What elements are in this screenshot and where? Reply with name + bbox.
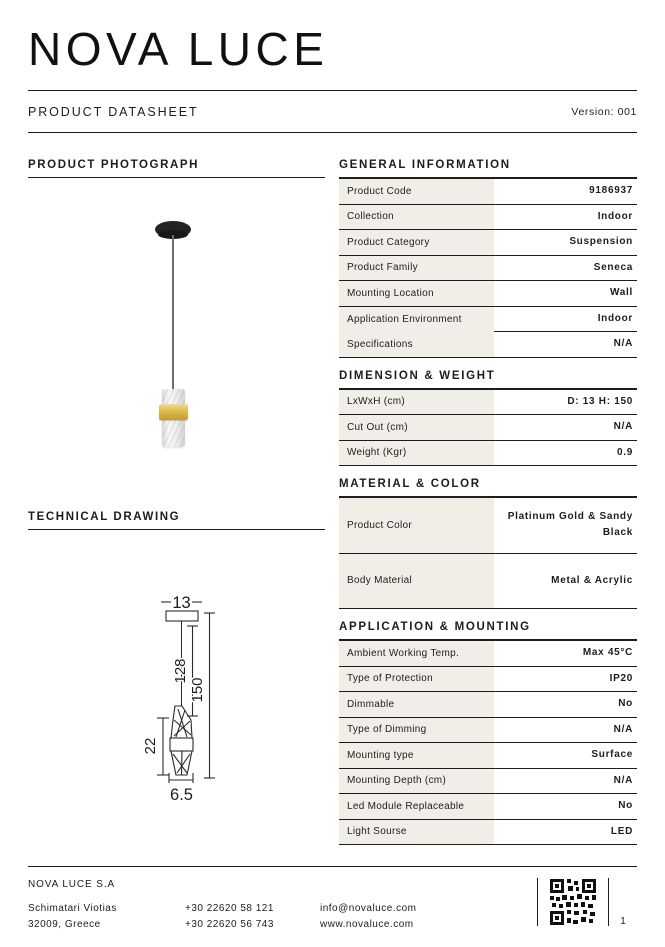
row-label: Application Environment <box>339 307 494 333</box>
table-row <box>339 256 637 282</box>
general-information-section <box>339 159 637 358</box>
section-title: APPLICATION & MOUNTING <box>339 621 637 641</box>
row-label: Product Code <box>339 179 494 204</box>
row-label: Product Family <box>339 256 494 281</box>
row-value: N/A <box>613 421 633 433</box>
table-row <box>339 281 637 307</box>
page-number: 1 <box>620 916 626 927</box>
section-title: GENERAL INFORMATION <box>339 159 637 179</box>
row-value: N/A <box>613 774 633 786</box>
table-row <box>339 307 637 333</box>
row-value: 9186937 <box>589 185 633 197</box>
email-link[interactable]: info@novaluce.com <box>320 903 417 914</box>
table-row <box>339 205 637 231</box>
dim-cord-length: 128 <box>172 658 189 684</box>
section-title: MATERIAL & COLOR <box>339 478 637 498</box>
address-line: Schimatari Viotias <box>28 903 117 914</box>
table-row <box>339 554 637 610</box>
row-value: IP20 <box>609 672 633 684</box>
row-value: Indoor <box>494 307 637 333</box>
row-value: N/A <box>613 723 633 735</box>
row-value: No <box>618 800 633 812</box>
dim-body-width: 6.5 <box>170 786 193 804</box>
row-label: Product Color <box>339 498 494 553</box>
row-label: Mounting type <box>339 743 494 768</box>
website-link[interactable]: www.novaluce.com <box>320 918 414 930</box>
row-label: Body Material <box>339 554 494 609</box>
phone-number: +30 22620 56 743 <box>185 918 274 930</box>
row-label: Dimmable <box>339 692 494 717</box>
qr-code-block <box>537 878 609 926</box>
row-value: D: 13 H: 150 <box>567 395 633 407</box>
row-label: Collection <box>339 205 494 230</box>
qr-code-icon <box>550 879 596 925</box>
technical-drawing-svg <box>28 530 325 860</box>
table-row <box>339 332 637 358</box>
table-row <box>339 692 637 718</box>
row-value: LED <box>610 825 633 837</box>
row-value: Platinum Gold & Sandy Black <box>507 511 633 539</box>
table-row <box>339 820 637 846</box>
table-row <box>339 390 637 416</box>
dim-total-height: 150 <box>189 677 206 703</box>
doc-title-row <box>28 91 637 133</box>
table-row <box>339 498 637 554</box>
table-row <box>339 641 637 667</box>
table-row <box>339 769 637 795</box>
row-label: Type of Dimming <box>339 718 494 743</box>
lamp-cord <box>172 235 173 391</box>
row-label: Product Category <box>339 230 494 255</box>
drawing-heading: TECHNICAL DRAWING <box>28 511 325 530</box>
row-value: Seneca <box>593 261 633 273</box>
table-row <box>339 179 637 205</box>
row-label: Weight (Kgr) <box>339 441 494 466</box>
row-label: Mounting Location <box>339 281 494 306</box>
row-label: Led Module Replaceable <box>339 794 494 819</box>
dim-canopy-width: 13 <box>172 594 191 612</box>
company-address <box>28 901 185 932</box>
table-row <box>339 743 637 769</box>
section-title: DIMENSION & WEIGHT <box>339 370 637 390</box>
address-line: 32009, Greece <box>28 918 101 930</box>
row-label: Light Sourse <box>339 820 494 845</box>
brand-logo: NOVA LUCE <box>28 23 329 75</box>
row-value: No <box>618 698 633 710</box>
row-label: Mounting Depth (cm) <box>339 769 494 794</box>
table-row <box>339 230 637 256</box>
row-label: Type of Protection <box>339 667 494 692</box>
row-label: Specifications <box>339 332 494 357</box>
technical-drawing <box>28 530 325 860</box>
row-value: Indoor <box>597 210 633 222</box>
row-value: Metal & Acrylic <box>551 574 633 586</box>
table-row <box>339 667 637 693</box>
row-value: Max 45°C <box>582 647 633 659</box>
footer-info <box>28 878 537 932</box>
company-name: NOVA LUCE S.A <box>28 879 116 890</box>
row-value: N/A <box>613 338 633 350</box>
page-footer <box>28 866 637 932</box>
row-label: Ambient Working Temp. <box>339 641 494 666</box>
lamp-gold-band <box>159 404 188 420</box>
row-value: Wall <box>610 287 633 299</box>
application-mounting-section <box>339 621 637 845</box>
table-row <box>339 415 637 441</box>
footer-columns <box>28 901 537 932</box>
main-content <box>28 159 637 866</box>
lamp-diffuser <box>162 389 185 447</box>
version-label: Version: 001 <box>571 106 637 118</box>
left-column <box>28 159 325 866</box>
phone-number: +30 22620 58 121 <box>185 903 274 914</box>
dimension-weight-section <box>339 370 637 467</box>
row-value: 0.9 <box>616 446 633 458</box>
table-row <box>339 441 637 467</box>
row-value: Suspension <box>569 236 633 248</box>
photo-heading: PRODUCT PHOTOGRAPH <box>28 159 325 178</box>
company-phones <box>185 901 320 932</box>
dim-body-height: 22 <box>142 737 159 755</box>
table-row <box>339 718 637 744</box>
company-web <box>320 901 537 932</box>
table-row <box>339 794 637 820</box>
right-column <box>339 159 637 866</box>
row-label: LxWxH (cm) <box>339 390 494 415</box>
row-label: Cut Out (cm) <box>339 415 494 440</box>
product-photograph <box>28 178 325 511</box>
page-title: PRODUCT DATASHEET <box>28 105 199 119</box>
row-value: Surface <box>591 749 633 761</box>
material-color-section <box>339 478 637 609</box>
